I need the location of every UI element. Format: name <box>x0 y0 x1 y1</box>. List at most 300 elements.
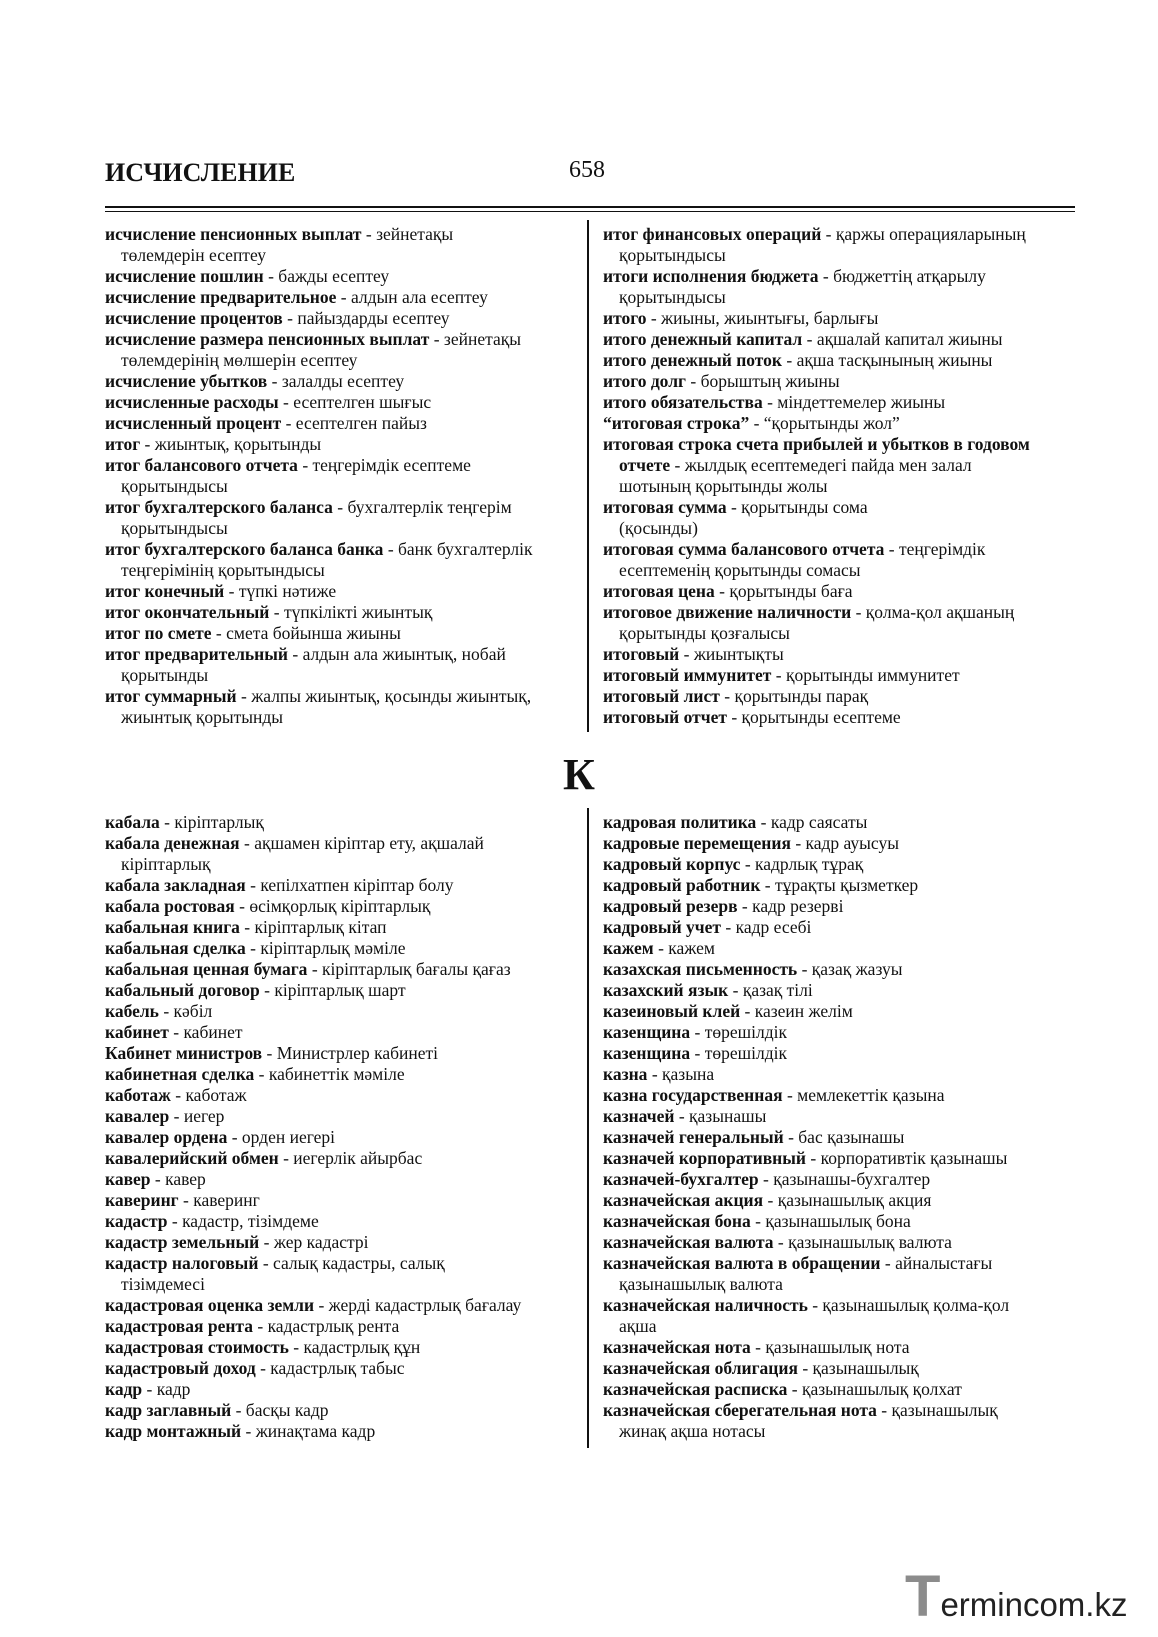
dictionary-entry <box>603 434 1083 497</box>
entry-term: казначейская валюта в обращении <box>603 1253 881 1273</box>
entry-separator: - <box>288 1337 304 1357</box>
dictionary-entry <box>603 833 1083 854</box>
dictionary-entry <box>105 917 577 938</box>
dictionary-entry <box>105 1148 577 1169</box>
entry-term: кадр <box>105 1379 143 1399</box>
entry-definition: кіріптарлық бағалы қағаз <box>322 959 511 979</box>
dictionary-entry <box>603 1064 1083 1085</box>
entry-definition: қазынашылық жинақ ақша нотасы <box>619 1400 998 1441</box>
logo-wordmark: ermincom.kz <box>940 1586 1128 1623</box>
entry-term: казенщина <box>603 1043 691 1063</box>
entry-term: кадровый работник <box>603 875 761 895</box>
entry-term: казеиновый клей <box>603 1001 741 1021</box>
entry-definition: кадр саясаты <box>770 812 868 832</box>
entry-definition: қазынашылық қолма-қол ақша <box>619 1295 1010 1336</box>
dictionary-entry <box>603 539 1083 581</box>
entry-term: итого денежный поток <box>603 350 782 370</box>
entry-definition: қорытынды иммунитет <box>785 665 960 685</box>
entry-term: Кабинет министров <box>105 1043 263 1063</box>
entry-separator: - <box>224 581 239 601</box>
entry-term: итог конечный <box>105 581 225 601</box>
entry-term: итог суммарный <box>105 686 237 706</box>
entry-term: итого <box>603 308 647 328</box>
entry-term: кабинетная сделка <box>105 1064 255 1084</box>
dictionary-entry <box>603 1127 1083 1148</box>
entry-separator: - <box>336 287 351 307</box>
entry-term: кажем <box>603 938 654 958</box>
dictionary-entry <box>603 497 1083 539</box>
entry-definition: кадастрлық рента <box>267 1316 400 1336</box>
entry-separator: - <box>297 455 313 475</box>
entry-definition: қаржы операцияларының қорытындысы <box>619 224 1026 265</box>
entry-separator: - <box>670 455 685 475</box>
entry-separator: - <box>750 1211 766 1231</box>
dictionary-entry <box>603 854 1083 875</box>
entry-definition: каверинг <box>193 1190 260 1210</box>
dictionary-entry <box>603 1001 1083 1022</box>
entry-term: каботаж <box>105 1085 171 1105</box>
dictionary-entry <box>603 707 1083 728</box>
entry-definition: алдын ала жиынтық, нобай қорытынды <box>121 644 506 685</box>
entry-definition: орден иегері <box>241 1127 336 1147</box>
entry-definition: мемлекеттік қазына <box>797 1085 945 1105</box>
entry-term: итоговая сумма <box>603 497 727 517</box>
entry-definition: салық кадастры, салық тізімдемесі <box>121 1253 445 1294</box>
entry-term: итого денежный капитал <box>603 329 803 349</box>
dictionary-entry <box>105 1295 577 1316</box>
dictionary-entry <box>603 1085 1083 1106</box>
entry-separator: - <box>653 938 669 958</box>
entry-separator: - <box>787 1379 802 1399</box>
dictionary-entry <box>105 455 577 497</box>
entry-definition: кадр есебі <box>735 917 812 937</box>
entry-separator: - <box>685 371 701 391</box>
dictionary-entry <box>105 1085 577 1106</box>
entry-separator: - <box>880 1253 896 1273</box>
column-divider-bottom <box>587 808 589 1448</box>
running-head-title: ИСЧИСЛЕНИЕ <box>105 158 296 187</box>
dictionary-entry <box>603 350 1083 371</box>
header-rule-thick <box>105 206 1075 208</box>
entry-term: кадастровая оценка земли <box>105 1295 315 1315</box>
entry-term: исчисление процентов <box>105 308 283 328</box>
entry-definition: жерді кадастрлық бағалау <box>328 1295 522 1315</box>
entry-term: итог окончательный <box>105 602 270 622</box>
entry-separator: - <box>646 308 662 328</box>
dictionary-entry <box>603 1295 1083 1337</box>
entry-separator: - <box>647 1064 663 1084</box>
entry-definition: басқы кадр <box>245 1400 329 1420</box>
entry-separator: - <box>231 1400 246 1420</box>
dictionary-entry <box>603 308 1083 329</box>
entry-definition: қазына <box>662 1064 715 1084</box>
entry-definition: кадр ауысуы <box>805 833 899 853</box>
entry-term: исчисление размера пенсионных выплат <box>105 329 430 349</box>
entry-separator: - <box>782 1085 798 1105</box>
dictionary-entry <box>105 1358 577 1379</box>
entry-term: казначейская облигация <box>603 1358 798 1378</box>
entry-definition: кабинеттік мәміле <box>268 1064 405 1084</box>
bottom-right-column <box>603 812 1083 1442</box>
entry-term: итог балансового отчета <box>105 455 298 475</box>
dictionary-entry <box>603 1358 1083 1379</box>
entry-definition: жиынтық, қорытынды <box>154 434 322 454</box>
entry-separator: - <box>714 581 730 601</box>
dictionary-entry <box>105 392 577 413</box>
column-divider-top <box>587 220 589 732</box>
entry-separator: - <box>771 665 786 685</box>
dictionary-entry <box>105 581 577 602</box>
dictionary-entry <box>105 224 577 266</box>
entry-definition: міндеттемелер жиыны <box>777 392 946 412</box>
entry-separator: - <box>278 392 294 412</box>
entry-definition: кадр <box>156 1379 191 1399</box>
entry-separator: - <box>169 1106 184 1126</box>
entry-term: исчисленные расходы <box>105 392 279 412</box>
entry-definition: қазақ жазуы <box>811 959 903 979</box>
entry-definition: жиыны, жиынтығы, барлығы <box>661 308 879 328</box>
top-right-column <box>603 224 1083 728</box>
entry-definition: жалпы жиынтық, қосынды жиынтық, жиынтық қорытынды <box>121 686 532 727</box>
dictionary-entry <box>603 1043 1083 1064</box>
entry-term: итог <box>105 434 141 454</box>
entry-separator: - <box>254 1064 269 1084</box>
entry-definition: қазынашылық бона <box>765 1211 911 1231</box>
entry-definition: пайыздарды есептеу <box>297 308 450 328</box>
entry-definition: кепілхатпен кіріптар болу <box>260 875 454 895</box>
dictionary-entry <box>603 413 1083 434</box>
dictionary-entry <box>603 1253 1083 1295</box>
entry-term: итоговый отчет <box>603 707 727 727</box>
dictionary-entry <box>105 1379 577 1400</box>
dictionary-entry <box>603 1337 1083 1358</box>
dictionary-entry <box>603 1379 1083 1400</box>
entry-definition: қолма-қол ақшаның қорытынды қозғалысы <box>619 602 1015 643</box>
dictionary-entry <box>603 392 1083 413</box>
entry-separator: - <box>167 1211 183 1231</box>
entry-definition: қорытынды есептеме <box>741 707 901 727</box>
entry-definition: Министрлер кабинеті <box>276 1043 439 1063</box>
entry-separator: - <box>763 1190 778 1210</box>
entry-separator: - <box>884 539 899 559</box>
dictionary-entry <box>603 371 1083 392</box>
entry-definition: түпкілікті жиынтық <box>283 602 433 622</box>
dictionary-entry <box>603 1106 1083 1127</box>
entry-term: итоговый лист <box>603 686 720 706</box>
entry-definition: есептелген пайыз <box>295 413 427 433</box>
entry-term: кадастр земельный <box>105 1232 260 1252</box>
entry-separator: - <box>239 917 255 937</box>
site-logo[interactable] <box>905 1566 1127 1628</box>
entry-term: казначейская расписка <box>603 1379 788 1399</box>
entry-definition: есептелген шығыс <box>293 392 432 412</box>
entry-separator: - <box>282 308 298 328</box>
entry-term: итоги исполнения бюджета <box>603 266 819 286</box>
dictionary-entry <box>603 581 1083 602</box>
entry-term: кабальная ценная бумага <box>105 959 308 979</box>
logo-initial: T <box>905 1564 941 1629</box>
entry-definition: кәбіл <box>173 1001 213 1021</box>
dictionary-entry <box>105 287 577 308</box>
entry-separator: - <box>740 854 756 874</box>
entry-separator: - <box>773 1232 789 1252</box>
entry-separator: - <box>245 938 261 958</box>
entry-term: исчисление убытков <box>105 371 268 391</box>
entry-term: кадр заглавный <box>105 1400 232 1420</box>
entry-definition: зейнетақы төлемдерін есептеу <box>121 224 454 265</box>
entry-definition: иегер <box>183 1106 225 1126</box>
dictionary-entry <box>603 1232 1083 1253</box>
entry-separator: - <box>307 959 323 979</box>
entry-term: казначейская сберегательная нота <box>603 1400 877 1420</box>
entry-term: кавалер ордена <box>105 1127 228 1147</box>
entry-term: итог бухгалтерского баланса банка <box>105 539 384 559</box>
entry-definition: қазынашы <box>689 1106 767 1126</box>
entry-term: итого обязательства <box>603 392 763 412</box>
entry-separator: - <box>762 392 778 412</box>
entry-separator: - <box>263 266 279 286</box>
dictionary-entry <box>105 308 577 329</box>
entry-separator: - <box>679 644 694 664</box>
entry-term: казна государственная <box>603 1085 783 1105</box>
top-left-column <box>105 224 577 728</box>
entry-definition: жылдық есептемедегі пайда мен залал шотының қорытынды жолы <box>619 455 972 496</box>
entry-term: кабель <box>105 1001 159 1021</box>
entry-separator: - <box>278 1148 294 1168</box>
entry-separator: - <box>690 1043 705 1063</box>
entry-definition: кіріптарлық мәміле <box>260 938 406 958</box>
entry-definition: алдын ала есептеу <box>350 287 488 307</box>
entry-term: исчисление пенсионных выплат <box>105 224 362 244</box>
dictionary-entry <box>105 266 577 287</box>
entry-separator: - <box>211 623 227 643</box>
entry-separator: - <box>719 686 735 706</box>
entry-term: казахский язык <box>603 980 729 1000</box>
dictionary-entry <box>105 686 577 728</box>
entry-separator: - <box>750 1337 766 1357</box>
entry-definition: корпоративтік қазынашы <box>820 1148 1008 1168</box>
section-letter: К <box>563 750 595 799</box>
entry-definition: жинақтама кадр <box>255 1421 376 1441</box>
entry-term: кадастровая стоимость <box>105 1337 289 1357</box>
entry-separator: - <box>790 833 806 853</box>
entry-separator: - <box>737 896 753 916</box>
entry-separator: - <box>797 1358 813 1378</box>
dictionary-entry <box>105 1169 577 1190</box>
entry-definition: қазынашылық <box>812 1358 919 1378</box>
entry-term: итоговое движение наличности <box>603 602 852 622</box>
dictionary-entry <box>105 602 577 623</box>
entry-definition: кіріптарлық кітап <box>254 917 387 937</box>
dictionary-entry <box>105 896 577 917</box>
entry-definition: ақшалай капитал жиыны <box>816 329 1003 349</box>
entry-separator: - <box>740 1001 755 1021</box>
entry-separator: - <box>726 707 742 727</box>
entry-term: кадастр налоговый <box>105 1253 259 1273</box>
entry-definition: қазынашылық қолхат <box>801 1379 962 1399</box>
dictionary-entry <box>603 959 1083 980</box>
entry-definition: кіріптарлық шарт <box>274 980 406 1000</box>
entry-separator: - <box>758 1169 774 1189</box>
entry-separator: - <box>259 980 275 1000</box>
entry-term: итоговая цена <box>603 581 715 601</box>
entry-definition: бюджеттің атқарылу қорытындысы <box>619 266 986 307</box>
dictionary-entry <box>105 1421 577 1442</box>
dictionary-entry <box>603 875 1083 896</box>
entry-term: казначей генеральный <box>603 1127 784 1147</box>
entry-term: итого долг <box>603 371 686 391</box>
dictionary-entry <box>603 938 1083 959</box>
entry-separator: - <box>674 1106 690 1126</box>
entry-separator: - <box>159 812 175 832</box>
entry-definition: кадастрлық құн <box>303 1337 421 1357</box>
entry-term: казначейская бона <box>603 1211 751 1231</box>
entry-definition: бас қазынашы <box>798 1127 905 1147</box>
entry-separator: - <box>802 329 817 349</box>
entry-definition: бажды есептеу <box>278 266 390 286</box>
entry-separator: - <box>383 539 399 559</box>
entry-definition: каботаж <box>185 1085 247 1105</box>
entry-term: исчисление пошлин <box>105 266 264 286</box>
dictionary-entry <box>105 329 577 371</box>
entry-separator: - <box>728 980 743 1000</box>
dictionary-entry <box>603 686 1083 707</box>
entry-separator: - <box>140 434 155 454</box>
dictionary-entry <box>105 938 577 959</box>
entry-term: итоговая строка счета прибылей и убытков в годовом отчете <box>603 434 1030 475</box>
dictionary-entry <box>603 1169 1083 1190</box>
entry-term: кадровый резерв <box>603 896 738 916</box>
dictionary-entry <box>105 1043 577 1064</box>
dictionary-entry <box>603 266 1083 308</box>
entry-definition: теңгерімдік есептеменің қорытынды сомасы <box>619 539 986 580</box>
entry-term: казначей-бухгалтер <box>603 1169 759 1189</box>
entry-separator: - <box>783 1127 799 1147</box>
dictionary-entry <box>105 1127 577 1148</box>
entry-separator: - <box>170 1085 186 1105</box>
entry-separator: - <box>807 1295 823 1315</box>
dictionary-entry <box>105 644 577 686</box>
entry-separator: - <box>851 602 866 622</box>
dictionary-entry <box>603 1211 1083 1232</box>
entry-definition: қазынашылық акция <box>777 1190 932 1210</box>
entry-term: исчисленный процент <box>105 413 282 433</box>
dictionary-entry <box>105 413 577 434</box>
entry-separator: - <box>876 1400 892 1420</box>
entry-definition: иегерлік айырбас <box>293 1148 423 1168</box>
entry-definition: смета бойынша жиыны <box>226 623 401 643</box>
dictionary-entry <box>105 1337 577 1358</box>
dictionary-entry <box>603 1400 1083 1442</box>
entry-term: казначейская наличность <box>603 1295 808 1315</box>
entry-term: итоговый <box>603 644 680 664</box>
entry-definition: қазақ тілі <box>742 980 813 1000</box>
entry-separator: - <box>239 833 255 853</box>
dictionary-entry <box>105 980 577 1001</box>
dictionary-entry <box>603 980 1083 1001</box>
entry-term: кабальная сделка <box>105 938 246 958</box>
entry-definition: қазынашылық валюта <box>788 1232 952 1252</box>
dictionary-entry <box>603 812 1083 833</box>
entry-definition: кадастр, тізімдеме <box>182 1211 319 1231</box>
entry-definition: төрешілдік <box>704 1022 787 1042</box>
entry-separator: - <box>782 350 797 370</box>
entry-definition: бухгалтерлік теңгерім қорытындысы <box>121 497 512 538</box>
dictionary-entry <box>603 896 1083 917</box>
entry-term: кадровые перемещения <box>603 833 791 853</box>
dictionary-entry <box>603 224 1083 266</box>
entry-definition: қорытынды парақ <box>734 686 869 706</box>
dictionary-entry <box>603 1190 1083 1211</box>
entry-separator: - <box>262 1043 277 1063</box>
entry-separator: - <box>690 1022 705 1042</box>
entry-definition: борыштың жиыны <box>700 371 840 391</box>
entry-term: казначей <box>603 1106 675 1126</box>
dictionary-entry <box>105 1232 577 1253</box>
dictionary-entry <box>105 1190 577 1211</box>
entry-term: кадровый корпус <box>603 854 741 874</box>
page-number: 658 <box>569 157 605 183</box>
entry-separator: - <box>756 812 771 832</box>
entry-definition: кадр резерві <box>752 896 844 916</box>
dictionary-entry <box>603 665 1083 686</box>
entry-separator: - <box>429 329 444 349</box>
entry-definition: кіріптарлық <box>174 812 264 832</box>
entry-definition: кабинет <box>183 1022 243 1042</box>
dictionary-entry <box>603 917 1083 938</box>
entry-term: итог бухгалтерского баланса <box>105 497 333 517</box>
entry-separator: - <box>168 1022 184 1042</box>
dictionary-entry <box>105 1316 577 1337</box>
entry-term: кабала ростовая <box>105 896 235 916</box>
entry-term: кабала денежная <box>105 833 240 853</box>
dictionary-entry <box>105 1400 577 1421</box>
entry-term: кабала <box>105 812 160 832</box>
entry-definition: өсімқорлық кіріптарлық <box>249 896 431 916</box>
entry-term: кадастровый доход <box>105 1358 256 1378</box>
entry-term: итоговая сумма балансового отчета <box>603 539 885 559</box>
entry-term: итог финансовых операций <box>603 224 822 244</box>
entry-term: кабинет <box>105 1022 169 1042</box>
dictionary-entry <box>105 1106 577 1127</box>
entry-separator: - <box>760 875 775 895</box>
entry-term: кабальная книга <box>105 917 240 937</box>
entry-separator: - <box>314 1295 329 1315</box>
dictionary-entry <box>603 602 1083 644</box>
entry-definition: казеин желім <box>754 1001 853 1021</box>
entry-term: кавалерийский обмен <box>105 1148 279 1168</box>
header-rule-thin <box>105 211 1075 212</box>
entry-definition: зейнетақы төлемдерінің мөлшерін есептеу <box>121 329 521 370</box>
entry-definition: қазынашы-бухгалтер <box>773 1169 931 1189</box>
entry-definition: кадастрлық табыс <box>270 1358 405 1378</box>
dictionary-entry <box>105 1022 577 1043</box>
entry-term: кавалер <box>105 1106 170 1126</box>
entry-separator: - <box>267 371 282 391</box>
entry-term: казначей корпоративный <box>603 1148 806 1168</box>
entry-definition: төрешілдік <box>704 1043 787 1063</box>
dictionary-entry <box>105 959 577 980</box>
entry-term: итог по смете <box>105 623 212 643</box>
entry-separator: - <box>236 686 252 706</box>
entry-separator: - <box>818 266 834 286</box>
entry-term: каверинг <box>105 1190 179 1210</box>
dictionary-entry <box>603 644 1083 665</box>
entry-term: кадастровая рента <box>105 1316 253 1336</box>
dictionary-entry <box>105 539 577 581</box>
entry-separator: - <box>726 497 742 517</box>
dictionary-entry <box>105 833 577 875</box>
